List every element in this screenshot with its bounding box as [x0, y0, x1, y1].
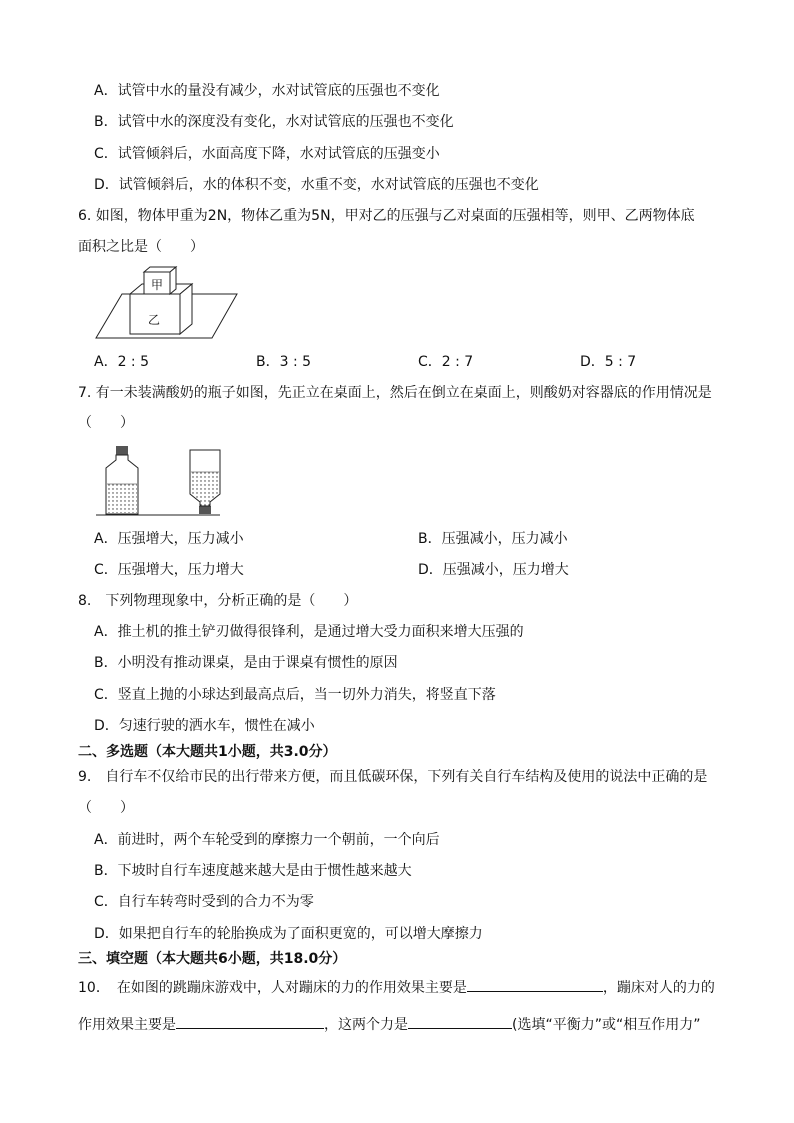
- q9-option-b: B．下坡时自行车速度越来越大是由于惯性越来越大: [94, 863, 412, 879]
- q8-option-d: D．匀速行驶的洒水车，惯性在减小: [94, 718, 315, 734]
- q6-stem-line2: 面积之比是（ ）: [78, 239, 204, 255]
- q9-option-a: A．前进时，两个车轮受到的摩擦力一个朝前，一个向后: [94, 832, 440, 848]
- q10-blank-1[interactable]: [467, 977, 603, 992]
- q5-option-d: D．试管倾斜后，水的体积不变，水重不变，水对试管底的压强也不变化: [94, 177, 539, 193]
- q6-stem-line1: 6. 如图，物体甲重为2N，物体乙重为5N，甲对乙的压强与乙对桌面的压强相等，则甲、乙两物体底: [78, 208, 695, 224]
- q6-label-yi: 乙: [148, 313, 161, 327]
- q6-option-a: A．2 : 5: [94, 354, 150, 370]
- q9-stem-line1: 9. 自行车不仅给市民的出行带来方便，而且低碳环保，下列有关自行车结构及使用的说法中正确的是: [78, 769, 708, 785]
- q9-option-c: C．自行车转弯时受到的合力不为零: [94, 894, 314, 910]
- q7-option-c: C．压强增大，压力增大: [94, 562, 244, 578]
- q10-text-part4: ，这两个力是: [324, 1017, 408, 1033]
- q6-option-c: C．2 : 7: [418, 354, 474, 370]
- q7-figure-bottles: [92, 444, 232, 518]
- q10-text-part1: 10． 在如图的跳蹦床游戏中，人对蹦床的力的作用效果主要是: [78, 980, 467, 996]
- q6-label-jia: 甲: [151, 278, 164, 292]
- section-fill-blank-heading: 三、填空题（本大题共6小题，共18.0分）: [78, 951, 347, 967]
- q10-text-part3: 作用效果主要是: [78, 1017, 176, 1033]
- q8-stem: 8. 下列物理现象中，分析正确的是（ ）: [78, 593, 358, 609]
- q6-option-b: B．3 : 5: [256, 354, 312, 370]
- q7-stem-line1: 7. 有一未装满酸奶的瓶子如图，先正立在桌面上，然后在倒立在桌面上，则酸奶对容器底的作用情况是: [78, 385, 712, 401]
- q6-option-d: D．5 : 7: [580, 354, 637, 370]
- q10-text-part2: ，蹦床对人的力的: [602, 980, 715, 996]
- q10-line1: [78, 977, 715, 997]
- q8-option-a: A．推土机的推土铲刃做得很锋利，是通过增大受力面积来增大压强的: [94, 624, 524, 640]
- q10-blank-2[interactable]: [176, 1014, 324, 1029]
- q5-option-c: C．试管倾斜后，水面高度下降，水对试管底的压强变小: [94, 146, 440, 162]
- q5-option-b: B．试管中水的深度没有变化，水对试管底的压强也不变化: [94, 114, 454, 130]
- q10-blank-3[interactable]: [408, 1014, 512, 1029]
- q7-option-d: D．压强减小，压力增大: [418, 562, 569, 578]
- q7-option-b: B．压强减小，压力减小: [418, 531, 568, 547]
- q10-line2: [78, 1014, 700, 1034]
- q9-option-d: D．如果把自行车的轮胎换成为了面积更宽的，可以增大摩擦力: [94, 926, 483, 942]
- q10-text-part5: (选填“平衡力”或“相互作用力”: [512, 1017, 701, 1033]
- q9-stem-line2: （ ）: [78, 800, 134, 816]
- q5-option-a: A．试管中水的量没有减少，水对试管底的压强也不变化: [94, 83, 440, 99]
- q6-figure-blocks: [92, 266, 242, 342]
- section-multi-choice-heading: 二、多选题（本大题共1小题，共3.0分）: [78, 744, 337, 760]
- q7-option-a: A．压强增大，压力减小: [94, 531, 244, 547]
- q7-stem-line2: （ ）: [78, 415, 134, 431]
- q8-option-c: C．竖直上抛的小球达到最高点后，当一切外力消失，将竖直下落: [94, 687, 496, 703]
- q8-option-b: B．小明没有推动课桌，是由于课桌有惯性的原因: [94, 655, 398, 671]
